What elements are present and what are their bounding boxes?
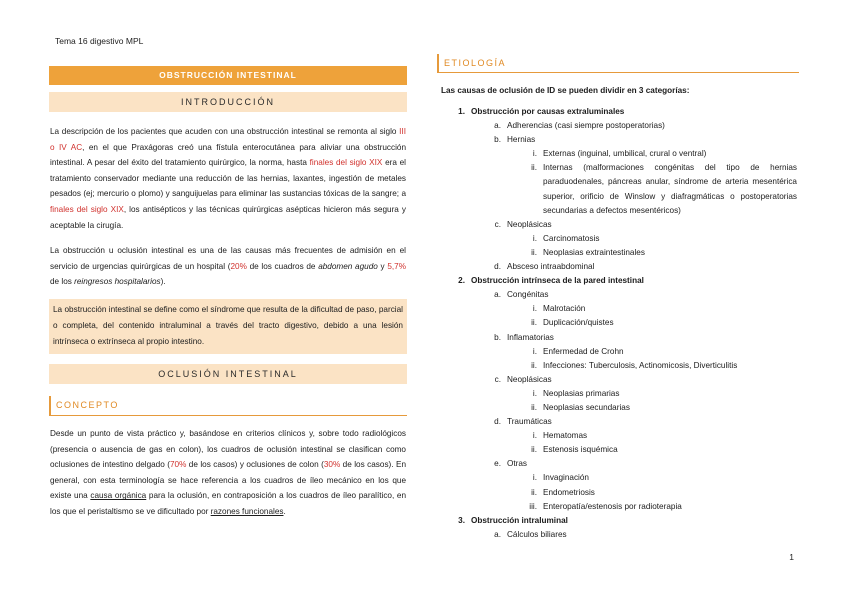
outline-item-text: Internas (malformaciones congénitas del tipo de hernias paraduodenales, páncreas anular, síndrome de arteria mesentérica superior, orificio de Winslow y diafragmáticas o postoperatorias secundarias a defectos mesentéricos) [543, 163, 797, 215]
outline-item-number: i. [532, 388, 537, 398]
outline-item-level-2 [437, 415, 799, 429]
page-number: 1 [789, 552, 794, 562]
outline-item-number: ii. [531, 163, 537, 173]
outline-item-number: c. [494, 374, 501, 384]
outline-item-text: Adherencias (casi siempre postoperatorias) [507, 121, 665, 131]
outline-item-level-1 [437, 105, 799, 119]
outline-item-level-1 [437, 274, 799, 288]
outline-item-number: 3. [458, 515, 465, 525]
concept-heading: CONCEPTO [49, 396, 407, 416]
outline-item-number: c. [494, 219, 501, 229]
outline-item-level-3 [437, 443, 799, 457]
outline-item-level-3 [437, 500, 799, 514]
outline-item-number: ii. [531, 247, 537, 257]
outline-item-level-3 [437, 429, 799, 443]
outline-item-number: b. [494, 332, 501, 342]
outline-item-number: d. [494, 417, 501, 427]
outline-item-number: ii. [531, 360, 537, 370]
outline-item-text: Hernias [507, 135, 536, 145]
outline-item-text: Neoplásicas [507, 374, 552, 384]
outline-item-level-3 [437, 302, 799, 316]
outline-item-number: i. [532, 149, 537, 159]
outline-item-level-3 [437, 387, 799, 401]
outline-item-number: a. [494, 121, 501, 131]
outline-item-text: Enteropatía/estenosis por radioterapia [543, 501, 682, 511]
introduction-paragraph-1: La descripción de los pacientes que acuden con una obstrucción intestinal se remonta al siglo III o IV AC, en el que Praxágoras creó una fístula enterocutánea para aliviar una obstrucción intestinal. A pesar del éxito del tratamiento quirúrgico, la norma, hasta finales del siglo XIX era el tratamiento conservador mediante una reducción de las hernias, laxantes, ingestión de metales pesados (ej; mercurio o plomo) y sanguijuelas para eliminar las sustancias tóxicas de la sangre; a finales del siglo XIX, los antisépticos y las técnicas quirúrgicas asépticas hicieron más segura y aceptable la cirugía. [50, 127, 407, 230]
outline-item-number: i. [532, 346, 537, 356]
outline-item-level-1 [437, 514, 799, 528]
outline-item-level-3 [437, 161, 799, 217]
outline-item-level-3 [437, 486, 799, 500]
outline-item-level-3 [437, 232, 799, 246]
outline-item-text: Hematomas [543, 431, 588, 441]
etiology-intro: Las causas de oclusión de ID se pueden dividir en 3 categorías: [441, 86, 690, 95]
outline-item-level-3 [437, 345, 799, 359]
outline-item-text: Cálculos biliares [507, 529, 567, 539]
introduction-paragraph-2: La obstrucción u oclusión intestinal es una de las causas más frecuentes de admisión en el servicio de urgencias quirúrgicas de un hospital (20% de los cuadros de abdomen agudo y 5,7% de los reingresos hospitalarios). [50, 246, 406, 287]
definition-highlight-box: La obstrucción intestinal se define como el síndrome que resulta de la dificultad de paso, parcial o completa, del contenido intraluminal a través del tracto digestivo, debido a una lesión intrínseca o extrínseca al propio intestino. [49, 299, 407, 354]
outline-item-text: Obstrucción por causas extraluminales [471, 107, 625, 116]
outline-item-number: e. [494, 459, 501, 469]
outline-item-level-3 [437, 246, 799, 260]
outline-item-text: Invaginación [543, 473, 589, 483]
outline-item-level-3 [437, 316, 799, 330]
outline-item-number: i. [532, 304, 537, 314]
outline-item-text: Enfermedad de Crohn [543, 346, 624, 356]
outline-item-number: ii. [531, 318, 537, 328]
outline-item-number: ii. [531, 487, 537, 497]
outline-item-number: ii. [531, 445, 537, 455]
outline-item-text: Inflamatorias [507, 332, 554, 342]
outline-item-level-2 [437, 133, 799, 147]
outline-item-level-3 [437, 359, 799, 373]
outline-item-number: i. [532, 233, 537, 243]
document-header-title: Tema 16 digestivo MPL [55, 36, 144, 46]
outline-item-text: Absceso intraabdominal [507, 262, 595, 272]
outline-item-level-2 [437, 373, 799, 387]
outline-item-number: 1. [458, 107, 465, 116]
main-title-banner: OBSTRUCCIÓN INTESTINAL [49, 66, 407, 85]
outline-item-text: Malrotación [543, 304, 586, 314]
outline-item-text: Obstrucción intrínseca de la pared intestinal [471, 276, 644, 286]
outline-item-number: d. [494, 262, 501, 272]
concept-paragraph: Desde un punto de vista práctico y, basándose en criterios clínicos y, sobre todo radiológicos (presencia o ausencia de gas en colon), los cuadros de oclusión intestinal se clasifican como oclusiones de intestino delgado (70% de los casos) y oclusiones de colon (30% de los casos). En general, con esta terminología se hace referencia a los cuadros de íleo mecánico en los que existe una causa orgánica para la oclusión, en contraposición a los cuadros de íleo paralítico, en los que el peristaltismo se ve dificultado por razones funcionales. [50, 428, 407, 516]
outline-item-number: iii. [529, 501, 537, 511]
outline-item-level-2 [437, 528, 799, 542]
outline-item-number: a. [494, 290, 501, 300]
outline-item-level-3 [437, 401, 799, 415]
outline-item-text: Neoplasias extraintestinales [543, 247, 645, 257]
outline-item-text: Estenosis isquémica [543, 445, 618, 455]
outline-item-level-2 [437, 218, 799, 232]
outline-item-level-3 [437, 471, 799, 485]
outline-item-text: Neoplasias secundarias [543, 402, 630, 412]
outline-item-level-3 [437, 147, 799, 161]
introduction-heading: INTRODUCCIÓN [49, 92, 407, 112]
outline-item-text: Carcinomatosis [543, 233, 600, 243]
outline-item-text: Otras [507, 459, 528, 469]
left-column [49, 66, 407, 520]
outline-item-level-2 [437, 331, 799, 345]
outline-item-number: a. [494, 529, 501, 539]
outline-item-level-2 [437, 288, 799, 302]
outline-item-level-2 [437, 119, 799, 133]
outline-item-level-2 [437, 457, 799, 471]
outline-item-number: i. [532, 431, 537, 441]
occlusion-heading: OCLUSIÓN INTESTINAL [49, 364, 407, 384]
right-column [437, 54, 799, 542]
outline-item-text: Neoplasias primarias [543, 388, 620, 398]
outline-item-number: 2. [458, 276, 465, 286]
outline-item-text: Congénitas [507, 290, 549, 300]
outline-item-text: Infecciones: Tuberculosis, Actinomicosis, Diverticulitis [543, 360, 738, 370]
outline-item-text: Endometriosis [543, 487, 595, 497]
etiology-outline [437, 105, 799, 542]
outline-item-number: ii. [531, 402, 537, 412]
outline-item-number: b. [494, 135, 501, 145]
outline-item-text: Externas (inguinal, umbilical, crural o ventral) [543, 149, 707, 159]
outline-item-text: Duplicación/quistes [543, 318, 614, 328]
outline-item-text: Obstrucción intraluminal [471, 515, 568, 525]
outline-item-text: Traumáticas [507, 417, 552, 427]
outline-item-text: Neoplásicas [507, 219, 552, 229]
outline-item-number: i. [532, 473, 537, 483]
outline-item-level-2 [437, 260, 799, 274]
etiology-heading: ETIOLOGÍA [437, 54, 799, 73]
